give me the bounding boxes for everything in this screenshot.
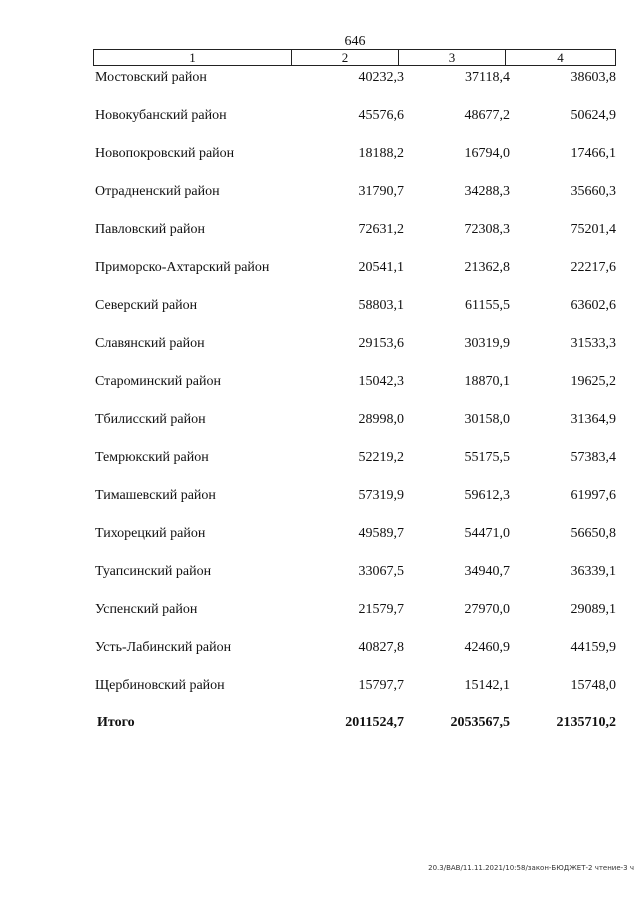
district-name: Туапсинский район xyxy=(95,564,212,579)
district-name: Щербиновский район xyxy=(95,678,225,693)
district-name: Тбилисский район xyxy=(95,412,206,427)
table-row xyxy=(0,258,640,278)
value-col-4: 44159,9 xyxy=(570,640,616,655)
value-col-2: 52219,2 xyxy=(358,450,404,465)
value-col-2: 58803,1 xyxy=(358,298,404,313)
column-header-4: 4 xyxy=(557,50,564,65)
value-col-2: 31790,7 xyxy=(358,184,404,199)
value-col-4: 50624,9 xyxy=(570,108,616,123)
district-name: Новопокровский район xyxy=(95,146,235,161)
value-col-3: 55175,5 xyxy=(464,450,510,465)
column-header-2: 2 xyxy=(292,50,399,65)
district-name: Мостовский район xyxy=(95,70,207,85)
district-name: Северский район xyxy=(95,298,198,313)
table-row xyxy=(0,144,640,164)
value-col-4: 15748,0 xyxy=(570,678,616,693)
district-name: Усть-Лабинский район xyxy=(95,640,232,655)
value-col-2: 20541,1 xyxy=(358,260,404,275)
table-row xyxy=(0,486,640,506)
table-row xyxy=(0,296,640,316)
value-col-3: 27970,0 xyxy=(464,602,510,617)
district-name: Темрюкский район xyxy=(95,450,209,465)
value-col-2: 21579,7 xyxy=(358,602,404,617)
value-col-4: 75201,4 xyxy=(570,222,616,237)
district-name: Отрадненский район xyxy=(95,184,220,199)
value-col-4: 61997,6 xyxy=(570,488,616,503)
value-col-2: 57319,9 xyxy=(358,488,404,503)
table-row xyxy=(0,410,640,430)
value-col-2: 28998,0 xyxy=(358,412,404,427)
value-col-4: 35660,3 xyxy=(570,184,616,199)
value-col-2: 40827,8 xyxy=(358,640,404,655)
table-row xyxy=(0,562,640,582)
value-col-4: 29089,1 xyxy=(570,602,616,617)
value-col-4: 56650,8 xyxy=(570,526,616,541)
table-row xyxy=(0,372,640,392)
district-name: Павловский район xyxy=(95,222,205,237)
value-col-3: 21362,8 xyxy=(464,260,510,275)
value-col-3: 18870,1 xyxy=(464,374,510,389)
table-row xyxy=(0,638,640,658)
value-col-3: 37118,4 xyxy=(465,70,510,85)
value-col-4: 31364,9 xyxy=(570,412,616,427)
table-row xyxy=(0,600,640,620)
value-col-2: 33067,5 xyxy=(358,564,404,579)
total-col-2: 2011524,7 xyxy=(345,715,404,730)
column-header-3: 3 xyxy=(399,50,506,65)
value-col-3: 59612,3 xyxy=(464,488,510,503)
value-col-2: 49589,7 xyxy=(358,526,404,541)
table-row xyxy=(0,334,640,354)
table-row xyxy=(0,68,640,88)
district-name: Приморско-Ахтарский район xyxy=(95,260,270,275)
district-name: Новокубанский район xyxy=(95,108,227,123)
district-name: Тихорецкий район xyxy=(95,526,206,541)
district-name: Староминский район xyxy=(95,374,221,389)
value-col-2: 15797,7 xyxy=(358,678,404,693)
value-col-4: 17466,1 xyxy=(570,146,616,161)
value-col-3: 30158,0 xyxy=(464,412,510,427)
value-col-4: 22217,6 xyxy=(570,260,616,275)
district-name: Славянский район xyxy=(95,336,205,351)
value-col-4: 31533,3 xyxy=(570,336,616,351)
value-col-3: 15142,1 xyxy=(464,678,510,693)
table-row xyxy=(0,524,640,544)
district-name: Тимашевский район xyxy=(95,488,216,503)
value-col-4: 57383,4 xyxy=(570,450,616,465)
table-row xyxy=(0,220,640,240)
table-row xyxy=(0,182,640,202)
value-col-3: 42460,9 xyxy=(464,640,510,655)
table-row xyxy=(0,676,640,696)
district-name: Успенский район xyxy=(95,602,198,617)
value-col-2: 40232,3 xyxy=(358,70,404,85)
column-header-1: 1 xyxy=(94,50,292,65)
value-col-4: 19625,2 xyxy=(570,374,616,389)
value-col-3: 54471,0 xyxy=(464,526,510,541)
value-col-4: 38603,8 xyxy=(570,70,616,85)
value-col-3: 30319,9 xyxy=(464,336,510,351)
value-col-2: 15042,3 xyxy=(358,374,404,389)
column-header-row xyxy=(93,49,616,66)
value-col-3: 16794,0 xyxy=(464,146,510,161)
table-row xyxy=(0,106,640,126)
total-col-3: 2053567,5 xyxy=(450,715,510,730)
value-col-3: 72308,3 xyxy=(464,222,510,237)
total-row xyxy=(0,713,640,733)
value-col-2: 72631,2 xyxy=(358,222,404,237)
total-col-4: 2135710,2 xyxy=(556,715,616,730)
value-col-3: 34288,3 xyxy=(464,184,510,199)
total-label: Итого xyxy=(97,715,135,730)
value-col-3: 48677,2 xyxy=(464,108,510,123)
value-col-2: 18188,2 xyxy=(358,146,404,161)
table-row xyxy=(0,448,640,468)
value-col-3: 61155,5 xyxy=(465,298,510,313)
value-col-3: 34940,7 xyxy=(464,564,510,579)
value-col-2: 45576,6 xyxy=(358,108,404,123)
value-col-4: 63602,6 xyxy=(570,298,616,313)
value-col-2: 29153,6 xyxy=(358,336,404,351)
page-number: 646 xyxy=(344,34,366,49)
document-footer-stamp: 20.3/ВАВ/11.11.2021/10:58/закон-БЮДЖЕТ-2 чтение-3 ч xyxy=(428,864,634,872)
value-col-4: 36339,1 xyxy=(570,564,616,579)
